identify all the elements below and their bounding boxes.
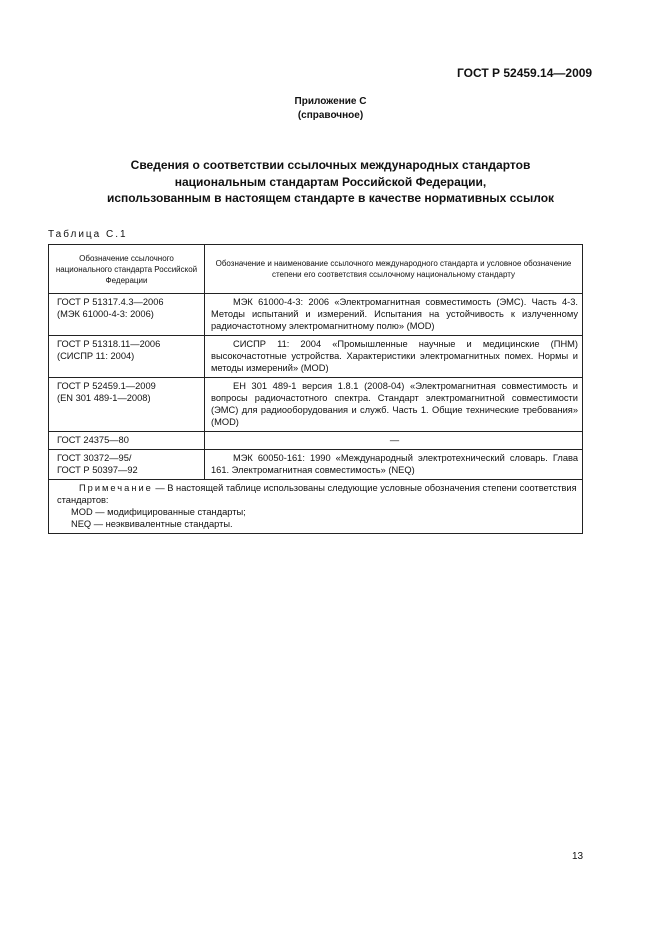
heading-line: национальным стандартам Российской Федерации, bbox=[174, 174, 487, 189]
international-standard-cell bbox=[205, 378, 583, 432]
national-standard-code: ГОСТ Р 51318.11—2006 bbox=[57, 339, 161, 349]
heading-line: использованным в настоящем стандарте в качестве нормативных ссылок bbox=[106, 191, 555, 205]
national-standard-ref: (EN 301 489-1—2008) bbox=[57, 393, 151, 403]
table-row bbox=[49, 378, 583, 432]
table-header-row bbox=[49, 245, 583, 294]
table-row bbox=[49, 336, 583, 378]
national-standard-cell bbox=[49, 378, 205, 432]
table-row bbox=[49, 294, 583, 336]
international-standard-text: ЕН 301 489-1 версия 1.8.1 (2008-04) «Электромагнитная совместимость и вопросы радиочастотного спектра. Стандарт электромагнитной совместимости (ЭМС) для радиооборудования и служб. Часть 1. Общие технические требования» (MOD) bbox=[211, 381, 578, 427]
table-note bbox=[49, 480, 583, 534]
national-standard-ref: (МЭК 61000-4-3: 2006) bbox=[57, 309, 154, 319]
national-standard-code: ГОСТ Р 52459.1—2009 bbox=[57, 381, 156, 391]
international-standard-cell bbox=[205, 432, 583, 450]
international-standard-text: МЭК 60050-161: 1990 «Международный электротехнический словарь. Глава 161. Электромагнитная совместимость» (NEQ) bbox=[211, 453, 578, 475]
document-id: ГОСТ Р 52459.14—2009 bbox=[457, 66, 593, 80]
note-item: MOD — модифицированные стандарты; bbox=[71, 507, 246, 517]
national-standard-cell bbox=[49, 336, 205, 378]
column-header-international: Обозначение и наименование ссылочного международного стандарта и условное обозначение степени его соответствия ссылочному национальному стандарту bbox=[205, 245, 583, 294]
international-standard-cell bbox=[205, 294, 583, 336]
international-standard-cell bbox=[205, 450, 583, 480]
international-standard-cell bbox=[205, 336, 583, 378]
table-row bbox=[49, 432, 583, 450]
heading-line: Сведения о соответствии ссылочных международных стандартов bbox=[130, 158, 531, 172]
table-label: Таблица С.1 bbox=[48, 229, 128, 240]
national-standard-code: ГОСТ Р 51317.4.3—2006 bbox=[57, 297, 164, 307]
note-label: Примечание bbox=[79, 483, 153, 493]
international-standard-text: — bbox=[389, 435, 400, 445]
table-note-row bbox=[49, 480, 583, 534]
correspondence-table bbox=[48, 244, 583, 534]
international-standard-text: СИСПР 11: 2004 «Промышленные научные и медицинские (ПНМ) высокочастотные устройства. Характеристики электромагнитных помех. Нормы и методы измерений» (MOD) bbox=[211, 339, 578, 373]
appendix-title: Приложение С bbox=[294, 96, 367, 107]
appendix-subtitle: (справочное) bbox=[297, 110, 364, 121]
national-standard-code: ГОСТ 24375—80 bbox=[57, 435, 129, 445]
table-row bbox=[49, 450, 583, 480]
national-standard-code: ГОСТ Р 50397—92 bbox=[57, 465, 138, 475]
page-number: 13 bbox=[572, 851, 584, 862]
note-item: NEQ — неэквивалентные стандарты. bbox=[71, 519, 233, 529]
national-standard-code: ГОСТ 30372—95/ bbox=[57, 453, 132, 463]
national-standard-cell bbox=[49, 294, 205, 336]
column-header-national: Обозначение ссылочного национального стандарта Российской Федерации bbox=[49, 245, 205, 294]
national-standard-ref: (СИСПР 11: 2004) bbox=[57, 351, 135, 361]
section-heading bbox=[0, 157, 661, 207]
international-standard-text: МЭК 61000-4-3: 2006 «Электромагнитная совместимость (ЭМС). Часть 4-3. Методы испытаний и измерений. Испытания на устойчивость к излученному радиочастотному электромагнитному полю» (MOD) bbox=[211, 297, 578, 331]
note-text: — В настоящей таблице использованы следующие условные обозначения степени соответствия стандартов: bbox=[57, 483, 577, 505]
national-standard-cell bbox=[49, 432, 205, 450]
national-standard-cell bbox=[49, 450, 205, 480]
